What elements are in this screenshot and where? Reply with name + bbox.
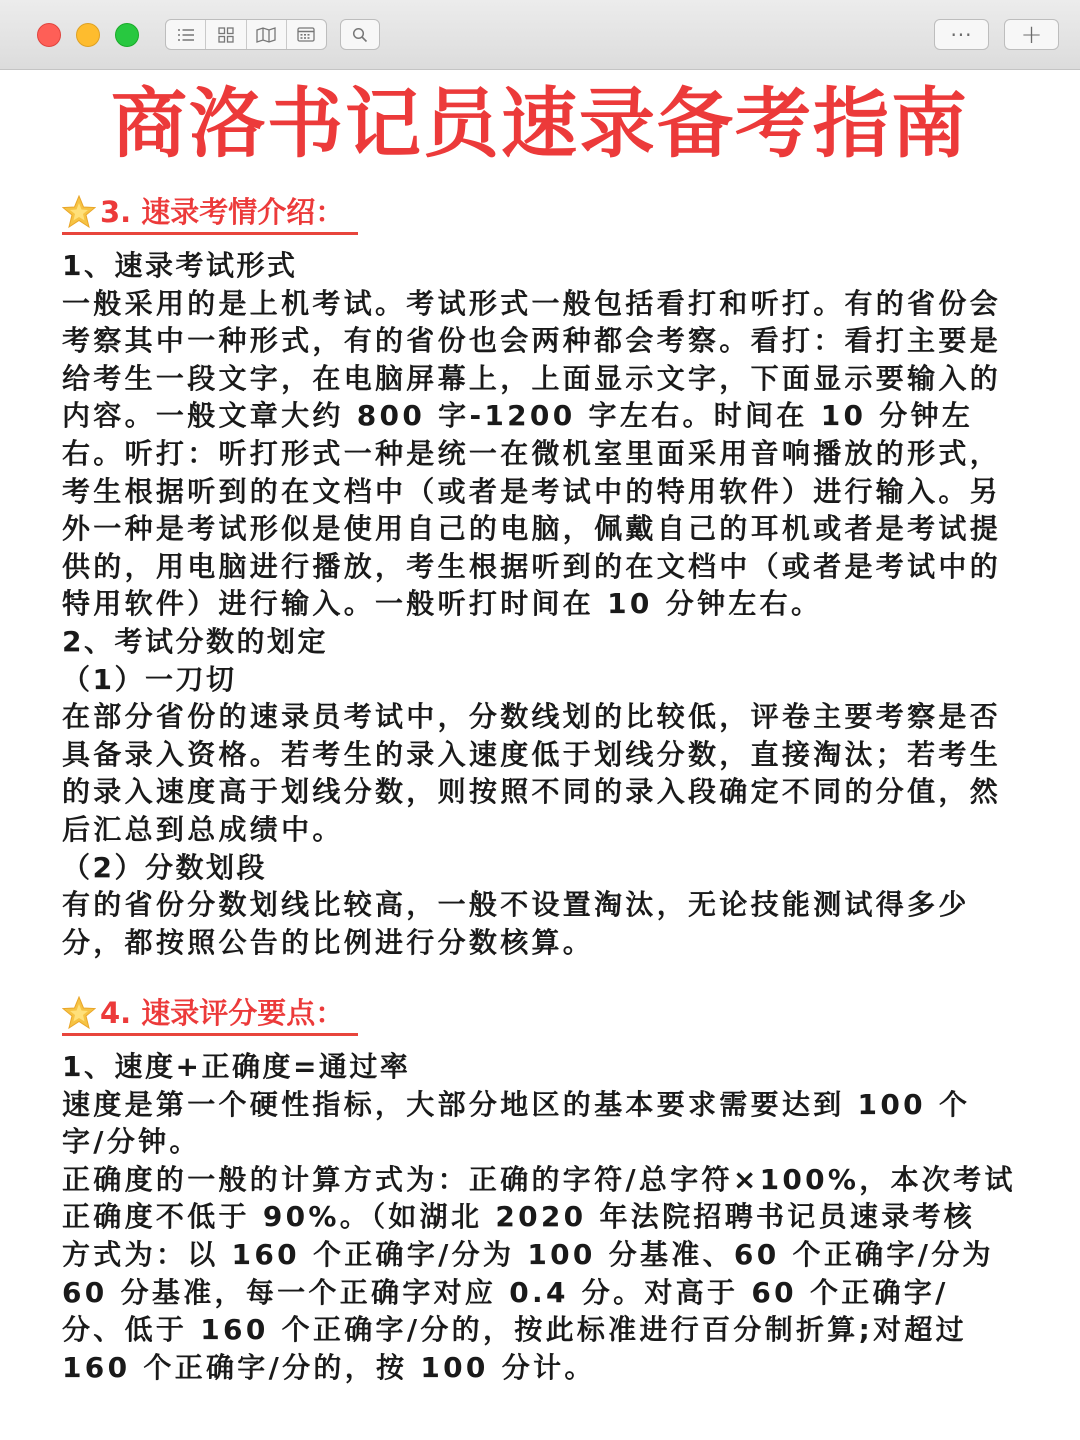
search-button[interactable]: [340, 19, 380, 50]
paragraph-line: 正确度的一般的计算方式为：正确的字符/总字符×100%，本次考试: [62, 1162, 1016, 1196]
calendar-view-button[interactable]: [287, 20, 326, 49]
add-button[interactable]: [1004, 19, 1059, 50]
window-toolbar: [0, 0, 1080, 70]
more-options-button[interactable]: [934, 19, 989, 50]
section-title: 4. 速录评分要点：: [100, 996, 345, 1030]
paragraph-line: 字/分钟。: [62, 1125, 201, 1159]
star-icon: [62, 996, 96, 1030]
paragraph-line: 特用软件）进行输入。一般听打时间在 10 分钟左右。: [62, 587, 823, 621]
subheading: 2、考试分数的划定: [62, 624, 328, 658]
paragraph-line: 右。听打：听打形式一种是统一在微机室里面采用音响播放的形式，: [62, 436, 1002, 470]
paragraph-line: 速度是第一个硬性指标，大部分地区的基本要求需要达到 100 个: [62, 1087, 971, 1121]
minimize-window-button[interactable]: [76, 23, 100, 47]
paragraph-line: 正确度不低于 90%。（如湖北 2020 年法院招聘书记员速录考核: [62, 1200, 976, 1234]
calendar-icon: [297, 27, 315, 42]
section-exam-introduction: [62, 195, 1022, 961]
list-icon: [177, 28, 195, 42]
close-window-button[interactable]: [37, 23, 61, 47]
paragraph-line: 外一种是考试形似是使用自己的电脑，佩戴自己的耳机或者是考试提: [62, 512, 1002, 546]
paragraph-line: 160 个正确字/分的，按 100 分计。: [62, 1350, 596, 1384]
paragraph-line: 后汇总到总成绩中。: [62, 812, 344, 846]
paragraph-line: 方式为：以 160 个正确字/分为 100 分基准、60 个正确字/分为: [62, 1237, 994, 1271]
grid-view-button[interactable]: [206, 20, 246, 49]
more-icon: ···: [950, 22, 973, 47]
paragraph-line: 供的，用电脑进行播放，考生根据听到的在文档中（或者是考试中的: [62, 549, 1002, 583]
paragraph-line: 在部分省份的速录员考试中，分数线划的比较低，评卷主要考察是否: [62, 700, 1002, 734]
subheading: 1、速度+正确度=通过率: [62, 1050, 411, 1083]
section-scoring-points: [62, 996, 1022, 1386]
search-icon: [352, 27, 368, 43]
grid-icon: [218, 27, 234, 43]
star-icon: [62, 195, 96, 229]
paragraph-line: 内容。一般文章大约 800 字-1200 字左右。时间在 10 分钟左: [62, 399, 974, 433]
subheading: （2）分数划段: [62, 850, 267, 884]
map-icon: [256, 27, 276, 43]
paragraph-line: 考生根据听到的在文档中（或者是考试中的特用软件）进行输入。另: [62, 474, 1002, 508]
paragraph-line: 分，都按照公告的比例进行分数核算。: [62, 925, 595, 959]
subheading: （1）一刀切: [62, 662, 237, 696]
paragraph-line: 的录入速度高于划线分数，则按照不同的录入段确定不同的分值，然: [62, 775, 1002, 809]
subheading: 1、速录考试形式: [62, 249, 298, 282]
paragraph-line: 考察其中一种形式，有的省份也会两种都会考察。看打：看打主要是: [62, 324, 1002, 358]
view-mode-segmented-control: [165, 19, 327, 50]
paragraph-line: 分、低于 160 个正确字/分的，按此标准进行百分制折算;对超过: [62, 1313, 967, 1347]
paragraph-line: 具备录入资格。若考生的录入速度低于划线分数，直接淘汰；若考生: [62, 737, 1002, 771]
page-title: 商洛书记员速录备考指南: [111, 79, 969, 168]
paragraph-line: 一般采用的是上机考试。考试形式一般包括看打和听打。有的省份会: [62, 286, 1002, 320]
list-view-button[interactable]: [166, 20, 206, 49]
map-view-button[interactable]: [247, 20, 287, 49]
zoom-window-button[interactable]: [115, 23, 139, 47]
section-heading: [62, 996, 358, 1036]
paragraph-line: 给考生一段文字，在电脑屏幕上，上面显示文字，下面显示要输入的: [62, 361, 1002, 395]
paragraph-line: 有的省份分数划线比较高，一般不设置淘汰，无论技能测试得多少: [62, 888, 970, 922]
paragraph-line: 60 分基准，每一个正确字对应 0.4 分。对高于 60 个正确字/: [62, 1275, 949, 1309]
section-heading: [62, 195, 358, 235]
section-title: 3. 速录考情介绍：: [100, 195, 345, 229]
plus-icon: +: [1020, 19, 1043, 50]
